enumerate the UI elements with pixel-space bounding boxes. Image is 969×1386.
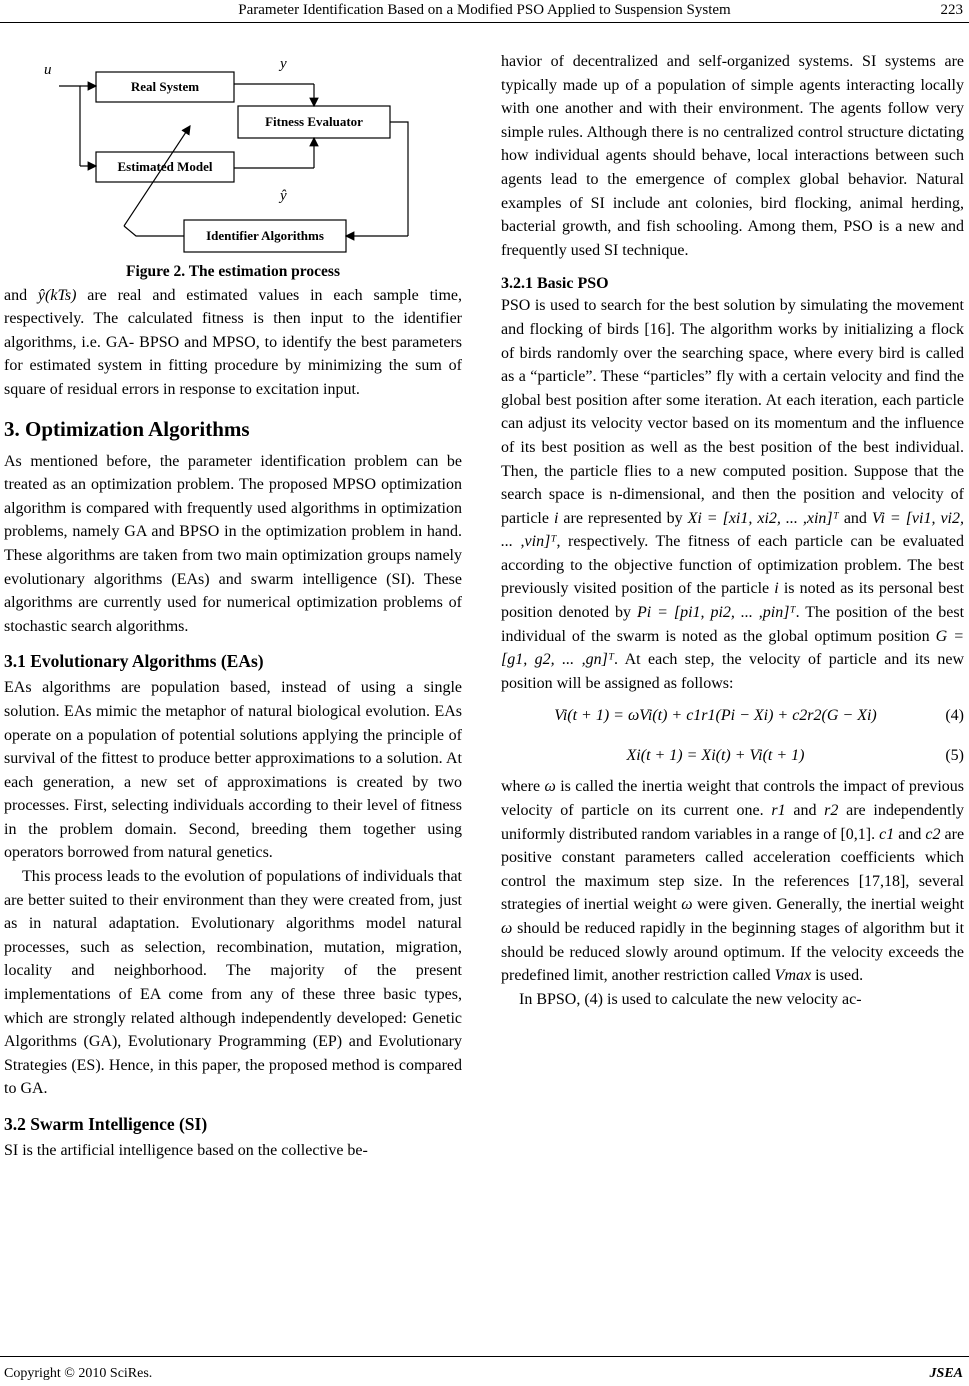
text-independent: are independently uniformly distributed random variables in a range of [0,1]. bbox=[501, 802, 965, 843]
text-were-given: were given. Generally, the inertial weight bbox=[696, 896, 965, 914]
text-where: where bbox=[501, 778, 541, 796]
block-diagram bbox=[4, 50, 462, 260]
text-and-2: and bbox=[843, 509, 867, 527]
y-label: y bbox=[280, 56, 287, 72]
equation-4-number: (4) bbox=[945, 706, 964, 724]
real-system-label: Real System bbox=[130, 79, 200, 94]
math-omega-2: ω bbox=[681, 896, 693, 914]
text-global-position: . The position of the best individual of the swarm is noted as the global optimum position bbox=[501, 604, 965, 645]
u-label: u bbox=[44, 62, 52, 78]
text-inertia: is called the inertia weight that controls the impact of previous velocity of particle on its current one. bbox=[501, 778, 965, 820]
math-c2: c2 bbox=[925, 825, 941, 843]
math-position-vector: Xi = [xi1, xi2, ... ,xin]ᵀ bbox=[687, 509, 839, 527]
paragraph-eas-1: EAs algorithms are population based, instead of using a single solution. EAs mimic the metaphor of natural biological evolution. EAs operate on a population of potential solutions applying the principle of survival of the fittest to produce better approximations to a solution. At each generation, a new set of approximations is created by two processes. First, selecting individuals according to their level of fitness in the problem domain. Second, breeding them together using operators borrowed from natural genetics. bbox=[4, 679, 462, 862]
paragraph-where bbox=[501, 775, 964, 987]
text-and: and bbox=[4, 286, 28, 304]
math-omega: ω bbox=[544, 778, 556, 796]
text-positive-constants: are positive constant parameters called acceleration coefficients which control the maximum step size. In the references [17,18], several strategies of inertial weight bbox=[501, 825, 965, 914]
equation-5-number: (5) bbox=[945, 746, 964, 764]
running-title: Parameter Identification Based on a Modified PSO Applied to Suspension System bbox=[238, 2, 731, 18]
page-header bbox=[0, 0, 969, 24]
journal-name: JSEA bbox=[929, 1366, 963, 1381]
text-fitness: are real and estimated values in each sample time, respectively. The calculated fitness is then input to the identifier algorithms, i.e. GA- BPSO and MPSO, to identify the best parameters for estimated system in fitting procedure by minimizing the sum of square of residual errors in response to excitation input. bbox=[4, 286, 463, 398]
text-and-3: and bbox=[793, 802, 817, 820]
paragraph-bpso: In BPSO, (4) is used to calculate the new velocity ac- bbox=[519, 990, 862, 1008]
heading-section-3-2-1: 3.2.1 Basic PSO bbox=[501, 275, 609, 293]
page-footer bbox=[0, 1356, 969, 1386]
text-should-reduce: should be reduced rapidly in the beginning stages of algorithm but it should be reduced slowly around optimum. If the velocity exceeds the predefined limit, another restriction called bbox=[501, 920, 965, 985]
equation-5 bbox=[501, 735, 964, 775]
paragraph-si-cont: havior of decentralized and self-organized systems. SI systems are typically made up of a population of simple agents interacting locally with one another and with their environment. The agents follow very simple rules. Although there is no centralized control structure dictating how individual agents should behave, local interactions between such agents lead to the emergence of complex global behavior. Natural examples of SI include ant colonies, bird flocking, animal herding, bacterial growth, and fish schooling. Among them, PSO is a new and frequently used SI technique. bbox=[501, 53, 964, 259]
estimated-model-label: Estimated Model bbox=[117, 159, 213, 174]
math-c1: c1 bbox=[879, 825, 895, 843]
text-represented: are represented by bbox=[563, 509, 683, 527]
copyright: Copyright © 2010 SciRes. bbox=[4, 1366, 153, 1381]
left-column bbox=[4, 50, 462, 1163]
header-rule bbox=[0, 22, 969, 23]
math-yhat: ŷ(kTs) bbox=[37, 286, 77, 304]
page-number: 223 bbox=[940, 2, 963, 18]
paragraph-fitness bbox=[4, 284, 462, 402]
heading-section-3-1: 3.1 Evolutionary Algorithms (EAs) bbox=[4, 651, 264, 672]
text-fitness-eval: , respectively. The fitness of each particle can be evaluated according to the objective function of optimization problem. The best previously visited position of the particle bbox=[501, 533, 965, 598]
text-and-4: and bbox=[898, 825, 922, 843]
identifier-algorithms-label: Identifier Algorithms bbox=[206, 228, 324, 243]
math-vmax: Vmax bbox=[774, 967, 812, 985]
paragraph-section-3: As mentioned before, the parameter identification problem can be treated as an optimization problem. The proposed MPSO optimization algorithm is compared with frequently used algorithms in optimization problems, namely GA and BPSO in the optimization problem in hand. These algorithms are taken from two main optimization groups namely evolutionary algorithms (EAs) and swarm intelligence (SI). These algorithms are currently used for numerical optimization problems of stochastic search algorithms. bbox=[4, 452, 462, 635]
math-r2: r2 bbox=[824, 802, 839, 820]
math-r1: r1 bbox=[771, 802, 786, 820]
equation-4 bbox=[501, 695, 964, 735]
fitness-evaluator-label: Fitness Evaluator bbox=[265, 114, 363, 129]
text-each-step: . At each step, the velocity of particle and its new position will be assigned as follows: bbox=[501, 651, 964, 692]
paragraph-basic-pso bbox=[501, 294, 964, 695]
figure-caption: Figure 2. The estimation process bbox=[126, 263, 340, 280]
text-is-used: is used. bbox=[815, 967, 864, 985]
equation-5-body: Xi(t + 1) = Xi(t) + Vi(t + 1) bbox=[626, 746, 805, 764]
math-global-vector: G = [g1, g2, ... ,gn]ᵀ bbox=[501, 627, 965, 669]
right-column bbox=[501, 50, 964, 1011]
footer-rule bbox=[0, 1356, 969, 1357]
estimation-process-figure bbox=[4, 50, 462, 260]
paragraph-si-start: SI is the artificial intelligence based on the collective be- bbox=[4, 1142, 368, 1159]
equation-4-body: Vi(t + 1) = ωVi(t) + c1r1(Pi − Xi) + c2r2(G − Xi) bbox=[554, 706, 877, 724]
input-line bbox=[59, 86, 80, 166]
yhat-label: ŷ bbox=[280, 188, 287, 204]
math-i: i bbox=[553, 509, 559, 527]
math-velocity-vector: Vi = [vi1, vi2, ... ,vin]ᵀ bbox=[501, 509, 965, 551]
text-pso-1: PSO is used to search for the best solution by simulating the movement and flocking of birds [16]. The algorithm works by initializing a flock of birds randomly over the searching space, where every bird is called as a “particle”. These “particles” fly with a certain velocity and find the global best position after some iteration. At each iteration, each particle can adjust its velocity vector based on its momentum and the influence of its best position as well as the best position of the best individual. Then, the particle flies to a new computed position. Suppose that the search space is n-dimensional, and then the position and velocity of particle bbox=[501, 297, 964, 527]
math-omega-3: ω bbox=[501, 920, 513, 937]
paragraph-eas-2: This process leads to the evolution of populations of individuals that are better suited to their environment than they were created from, just as in natural adaptation. Evolutionary algorithms model natural processes, such as selection, recombination, mutation, migration, locality and neighborhood. The majority of the present implementations of EA come from any of these three basic types, which are strongly related although independently developed: Genetic Algorithms (GA), Evolutionary Programming (EP) and Evolutionary Strategies (ES). Hence, in this paper, the proposed method is compared to GA. bbox=[4, 868, 462, 1098]
math-personal-best-vector: Pi = [pi1, pi2, ... ,pin]ᵀ bbox=[637, 604, 796, 622]
heading-section-3-2: 3.2 Swarm Intelligence (SI) bbox=[4, 1114, 208, 1134]
math-i-2: i bbox=[774, 580, 779, 598]
text-personal-best: is noted as its personal best position denoted by bbox=[501, 580, 965, 622]
heading-section-3: 3. Optimization Algorithms bbox=[4, 416, 250, 441]
